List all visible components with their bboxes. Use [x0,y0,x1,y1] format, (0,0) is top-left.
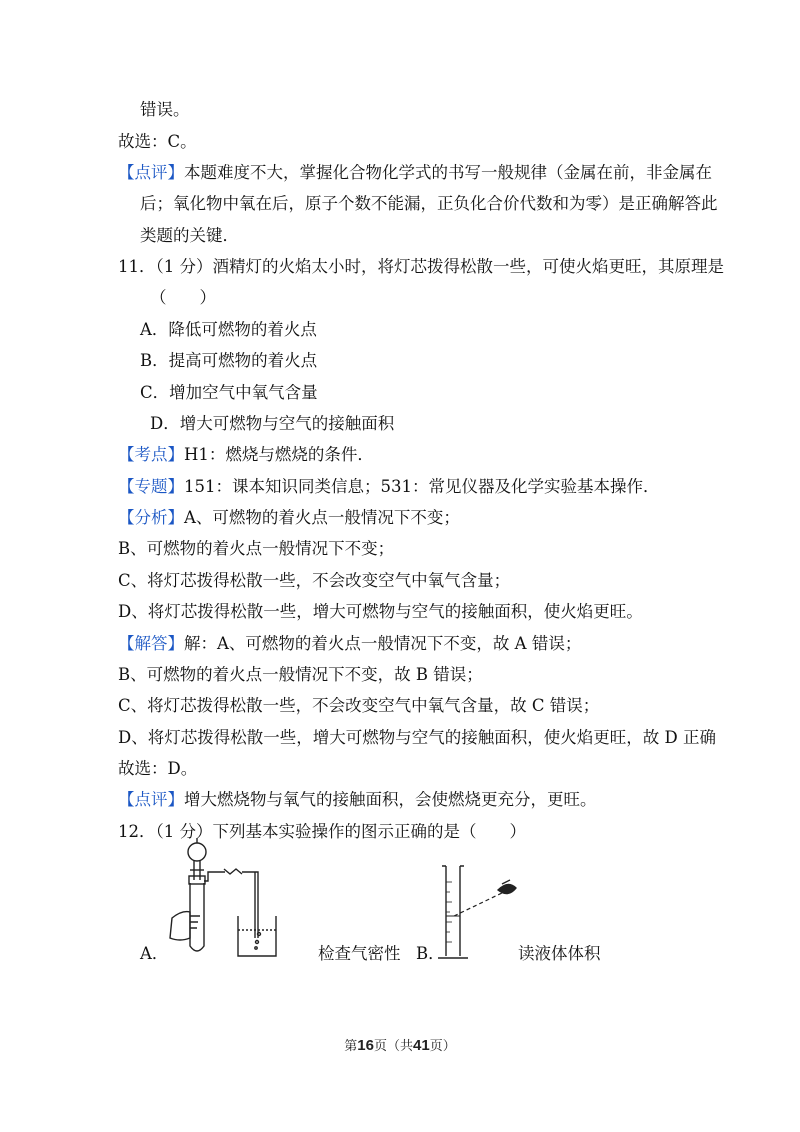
text-line: D、将灯芯拨得松散一些，增大可燃物与空气的接触面积，使火焰更旺，故 D 正确 [118,728,716,747]
figure-b-caption: 读液体体积 [518,944,601,963]
option-c: C．增加空气中氧气含量 [140,383,318,402]
figure-a-caption: 检查气密性 [318,944,401,963]
airtightness-apparatus-figure [160,838,310,963]
graduated-cylinder-figure [432,862,532,962]
kaodian-line: 【考点】H1：燃烧与燃烧的条件． [118,445,374,464]
text-line: 故选：C。 [118,132,197,151]
text-line: 类题的关键． [140,226,239,245]
question-12: 12．（1 分）下列基本实验操作的图示正确的是（ ） [118,822,526,841]
text-line: B、可燃物的着火点一般情况下不变，故 B 错误； [118,665,483,684]
answer-blank: （ ） [150,288,216,307]
solution-tag: 【解答】 [118,634,184,653]
comment-line: 【点评】本题难度不大，掌握化合物化学式的书写一般规律（金属在前，非金属在 [118,163,712,182]
text-line: C、将灯芯拨得松散一些，不会改变空气中氧气含量； [118,571,511,590]
text-line: D、将灯芯拨得松散一些，增大可燃物与空气的接触面积，使火焰更旺。 [118,602,643,621]
figure-b-label: B． [416,944,445,963]
option-b: B．提高可燃物的着火点 [140,351,318,370]
analysis-line: 【分析】A、可燃物的着火点一般情况下不变； [118,508,460,527]
page-footer: 第16页（共41页） [344,1037,456,1054]
comment-tag: 【点评】 [118,163,184,182]
page-total: 41 [413,1037,430,1054]
page-number: 16 [357,1037,374,1054]
option-d: D．增大可燃物与空气的接触面积 [150,414,395,433]
comment-line: 【点评】增大燃烧物与氧气的接触面积，会使燃烧更充分，更旺。 [118,790,597,809]
solution-line: 【解答】解：A、可燃物的着火点一般情况下不变，故 A 错误； [118,634,582,653]
zhuanti-line: 【专题】151：课本知识同类信息；531：常见仪器及化学实验基本操作． [118,477,660,496]
text-line: B、可燃物的着火点一般情况下不变； [118,539,395,558]
comment-tag: 【点评】 [118,790,184,809]
text-line: 错误。 [140,100,190,119]
zhuanti-tag: 【专题】 [118,477,184,496]
analysis-tag: 【分析】 [118,508,184,527]
text-line: C、将灯芯拨得松散一些，不会改变空气中氧气含量，故 C 错误； [118,696,600,715]
kaodian-tag: 【考点】 [118,445,184,464]
text-line: 后；氧化物中氧在后，原子个数不能漏，正负化合价代数和为零）是正确解答此 [140,194,718,213]
option-a: A．降低可燃物的着火点 [140,320,317,339]
question-11: 11．（1 分）酒精灯的火焰太小时，将灯芯拨得松散一些，可使火焰更旺，其原理是 [118,257,724,276]
text-line: 故选：D。 [118,759,198,778]
figure-a-label: A． [140,944,169,963]
